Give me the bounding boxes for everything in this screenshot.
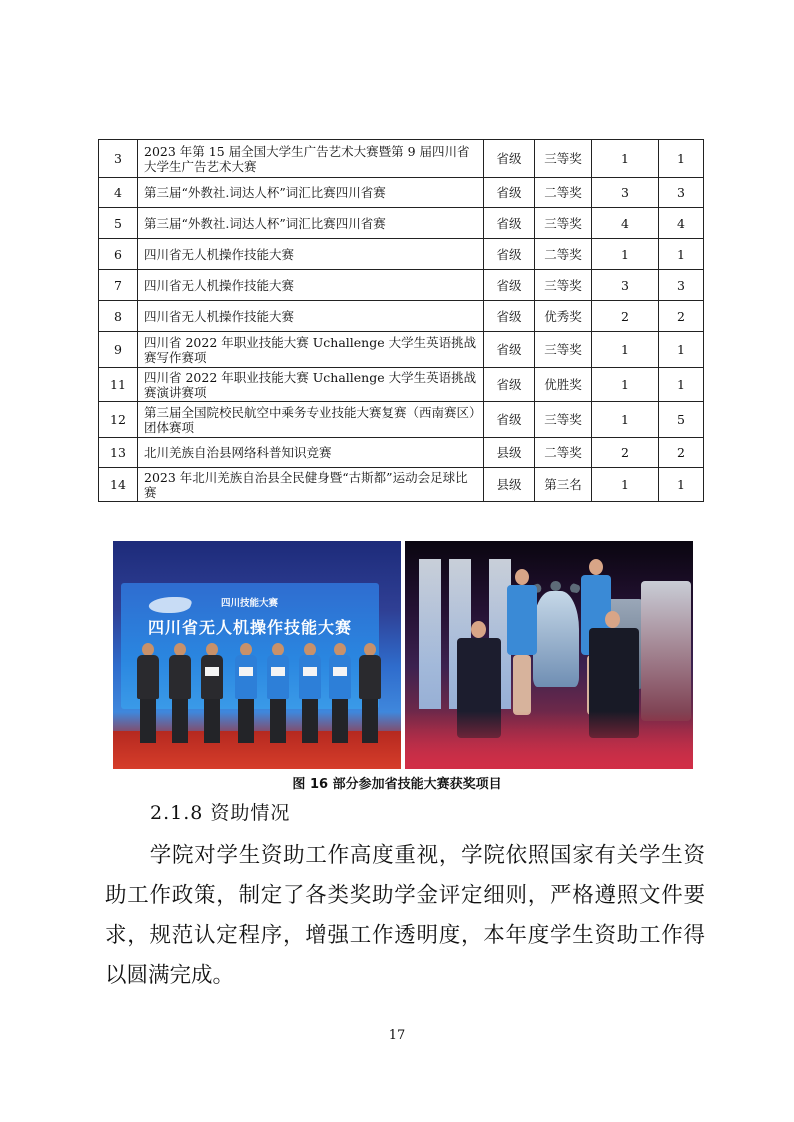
competition-level: 省级	[484, 402, 535, 438]
award-grade: 优秀奖	[535, 301, 592, 332]
count-b: 5	[659, 402, 704, 438]
stage-light	[405, 711, 693, 769]
flight-attendant-contest-photo	[405, 541, 693, 769]
table-row	[99, 438, 704, 468]
competition-level: 省级	[484, 178, 535, 208]
table-row	[99, 208, 704, 239]
row-number: 7	[99, 270, 138, 301]
body-paragraph	[105, 836, 705, 996]
table-row	[99, 368, 704, 402]
person	[359, 643, 381, 747]
led-screen	[419, 559, 441, 709]
competition-name: 北川羌族自治县网络科普知识竞赛	[138, 438, 484, 468]
person	[329, 643, 351, 747]
photo-pair	[113, 541, 693, 769]
award-grade: 二等奖	[535, 178, 592, 208]
count-b: 1	[659, 140, 704, 178]
competition-level: 省级	[484, 208, 535, 239]
award-grade: 第三名	[535, 468, 592, 502]
count-a: 3	[592, 270, 659, 301]
banner-title: 四川省无人机操作技能大赛	[147, 618, 352, 637]
awards-table-body	[99, 140, 704, 502]
count-b: 2	[659, 438, 704, 468]
count-a: 3	[592, 178, 659, 208]
figure-caption: 图 16 部分参加省技能大赛获奖项目	[292, 777, 502, 792]
competition-name: 第三届“外教社.词达人杯”词汇比赛四川省赛	[138, 178, 484, 208]
competition-name: 四川省无人机操作技能大赛	[138, 301, 484, 332]
row-number: 4	[99, 178, 138, 208]
count-a: 4	[592, 208, 659, 239]
award-grade: 三等奖	[535, 140, 592, 178]
award-grade: 三等奖	[535, 332, 592, 368]
person	[235, 643, 257, 747]
count-a: 1	[592, 332, 659, 368]
count-a: 2	[592, 438, 659, 468]
award-grade: 三等奖	[535, 270, 592, 301]
competition-name: 四川省 2022 年职业技能大赛 Uchallenge 大学生英语挑战赛演讲赛项	[138, 368, 484, 402]
person	[137, 643, 159, 747]
competition-level: 省级	[484, 301, 535, 332]
row-number: 14	[99, 468, 138, 502]
awards-table	[98, 139, 704, 502]
row-number: 8	[99, 301, 138, 332]
drone-contest-photo	[113, 541, 401, 769]
row-number: 9	[99, 332, 138, 368]
row-number: 5	[99, 208, 138, 239]
row-number: 3	[99, 140, 138, 178]
row-number: 11	[99, 368, 138, 402]
count-b: 1	[659, 368, 704, 402]
count-b: 1	[659, 239, 704, 270]
competition-level: 省级	[484, 368, 535, 402]
competition-level: 县级	[484, 438, 535, 468]
paragraph-text: 学院对学生资助工作高度重视，学院依照国家有关学生资助工作政策，制定了各类奖助学金评定细则，严格遵照文件要求，规范认定程序，增强工作透明度，本年度学生资助工作得以圆满完成。	[105, 843, 705, 988]
count-b: 1	[659, 468, 704, 502]
row-number: 13	[99, 438, 138, 468]
person	[169, 643, 191, 747]
table-row	[99, 332, 704, 368]
competition-level: 省级	[484, 270, 535, 301]
table-row	[99, 301, 704, 332]
table-row	[99, 140, 704, 178]
competition-level: 县级	[484, 468, 535, 502]
count-a: 1	[592, 140, 659, 178]
table-row	[99, 270, 704, 301]
count-a: 1	[592, 402, 659, 438]
person	[299, 643, 321, 747]
award-grade: 二等奖	[535, 239, 592, 270]
count-a: 2	[592, 301, 659, 332]
person	[201, 643, 223, 747]
table-row	[99, 402, 704, 438]
count-a: 1	[592, 468, 659, 502]
award-grade: 三等奖	[535, 208, 592, 239]
competition-name: 第三届“外教社.词达人杯”词汇比赛四川省赛	[138, 208, 484, 239]
count-b: 4	[659, 208, 704, 239]
competition-name: 第三届全国院校民航空中乘务专业技能大赛复赛（西南赛区）团体赛项	[138, 402, 484, 438]
competition-name: 2023 年北川羌族自治县全民健身暨“古斯都”运动会足球比赛	[138, 468, 484, 502]
row-number: 6	[99, 239, 138, 270]
row-number: 12	[99, 402, 138, 438]
performer	[505, 569, 539, 719]
award-grade: 二等奖	[535, 438, 592, 468]
person	[267, 643, 289, 747]
competition-level: 省级	[484, 140, 535, 178]
count-b: 3	[659, 178, 704, 208]
competition-name: 四川省 2022 年职业技能大赛 Uchallenge 大学生英语挑战赛写作赛项	[138, 332, 484, 368]
competition-name: 四川省无人机操作技能大赛	[138, 239, 484, 270]
table-row	[99, 178, 704, 208]
statue	[533, 591, 579, 687]
count-b: 2	[659, 301, 704, 332]
competition-name: 四川省无人机操作技能大赛	[138, 270, 484, 301]
background-crowd	[641, 581, 691, 721]
section-heading: 2.1.8 资助情况	[150, 802, 291, 824]
award-grade: 三等奖	[535, 402, 592, 438]
banner-badge: 四川技能大赛	[221, 598, 279, 609]
competition-name: 2023 年第 15 届全国大学生广告艺术大赛暨第 9 届四川省大学生广告艺术大赛	[138, 140, 484, 178]
award-grade: 优胜奖	[535, 368, 592, 402]
count-b: 1	[659, 332, 704, 368]
competition-level: 省级	[484, 332, 535, 368]
competition-level: 省级	[484, 239, 535, 270]
table-row	[99, 239, 704, 270]
page-number: 17	[388, 1028, 406, 1043]
plane-graphic	[146, 597, 194, 613]
count-b: 3	[659, 270, 704, 301]
count-a: 1	[592, 368, 659, 402]
count-a: 1	[592, 239, 659, 270]
table-row	[99, 468, 704, 502]
